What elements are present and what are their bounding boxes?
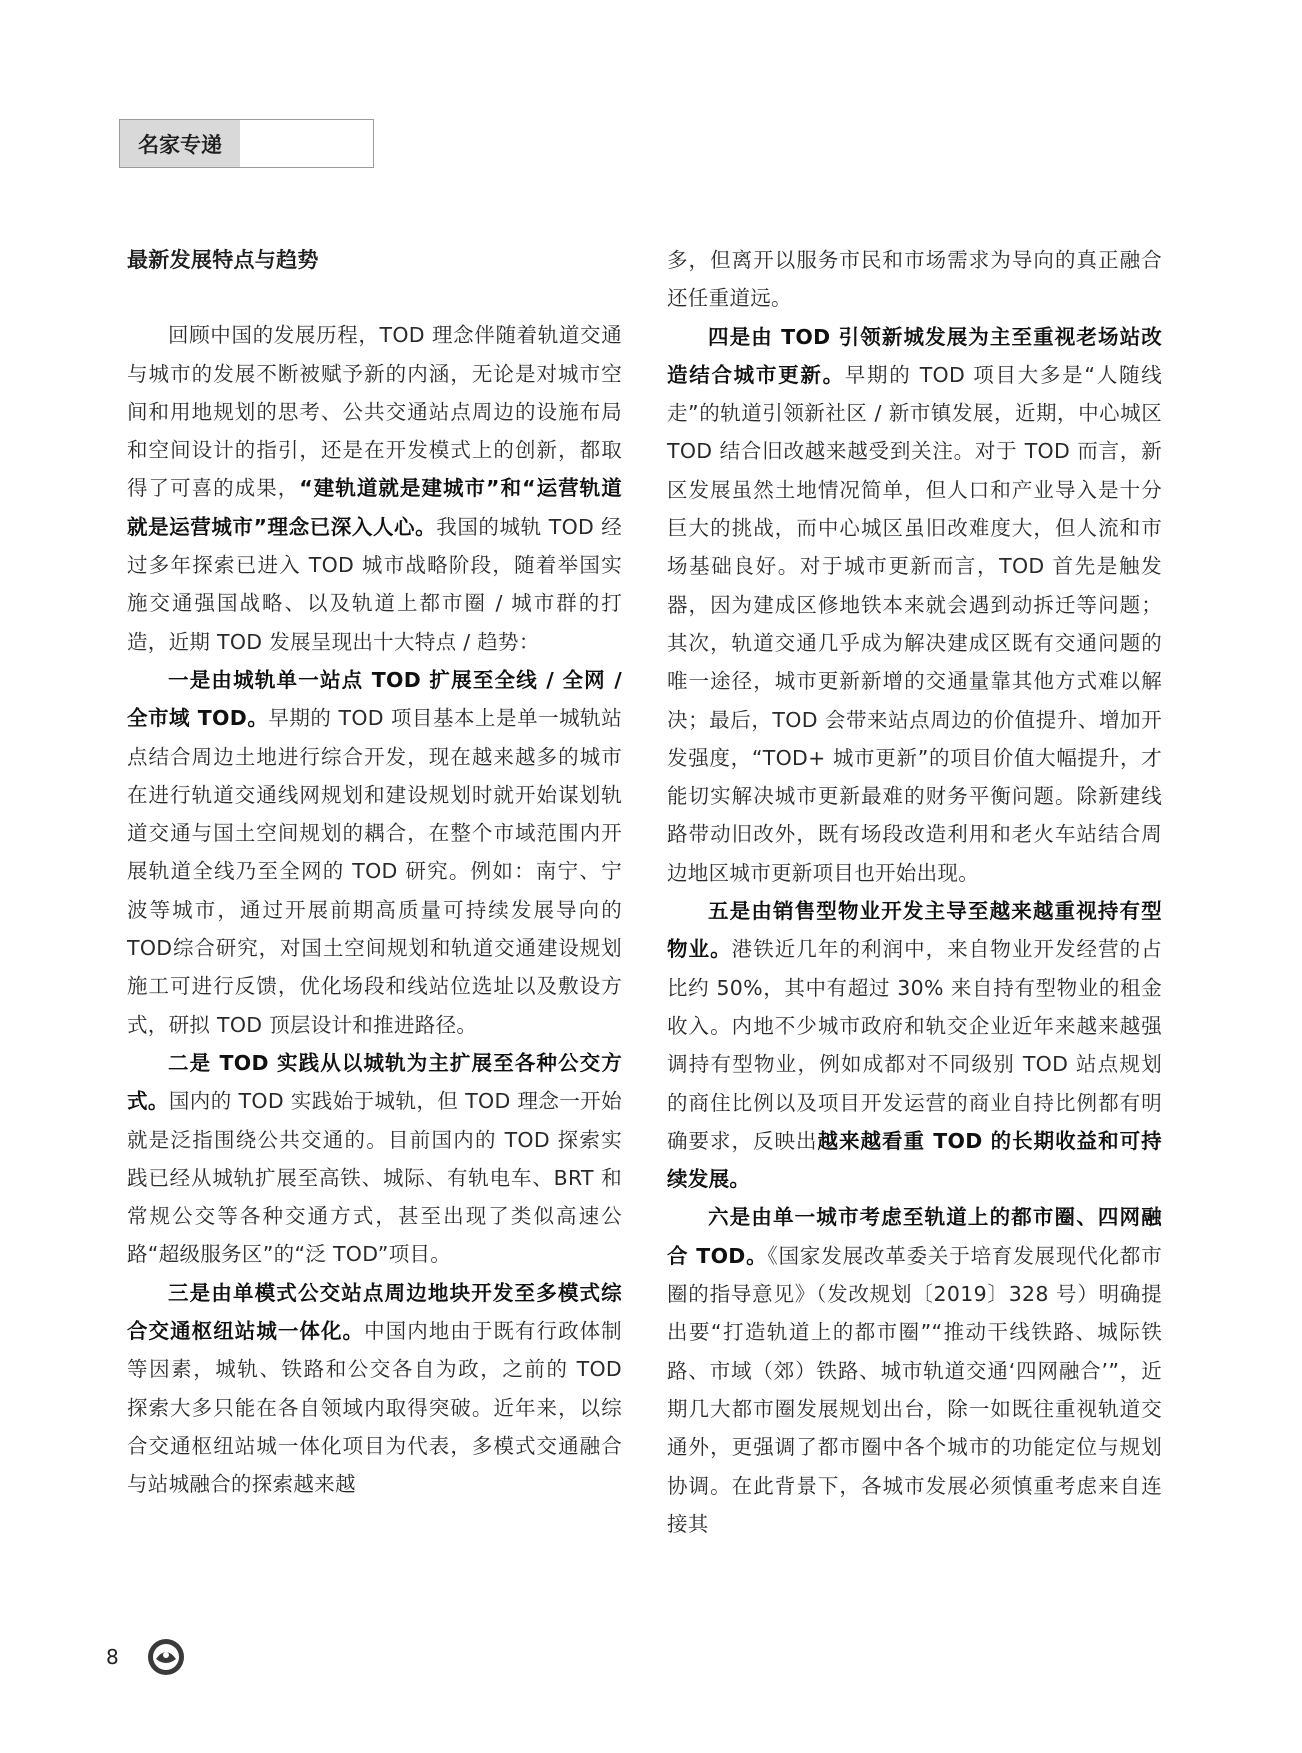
- right-column: [667, 241, 1162, 1543]
- paragraph-trend-6: 六是由单一城市考虑至轨道上的都市圈、四网融合 TOD。《国家发展改革委关于培育发展现代化都市圈的指导意见》（发改规划〔2019〕328 号）明确提出要“打造轨道上的都市圈”“推动干线铁路、城际铁路、市域（郊）铁路、城市轨道交通‘四网融合’”，近期几大都市圈发展规划出台，除一如既往重视轨道交通外，更强调了都市圈中各个城市的功能定位与规划协调。在此背景下，各城市发展必须慎重考虑来自连接其: [667, 1205, 1162, 1536]
- section-heading: 最新发展特点与趋势: [127, 248, 319, 272]
- page-footer: [106, 1637, 186, 1677]
- column-header-box: [119, 119, 374, 168]
- magazine-logo-icon: [146, 1637, 186, 1677]
- paragraph-trend-2: 二是 TOD 实践从以城轨为主扩展至各种公交方式。国内的 TOD 实践始于城轨，但 TOD 理念一开始就是泛指围绕公共交通的。目前国内的 TOD 探索实践已经从城轨扩展至高铁、城际、有轨电车、BRT 和常规公交等各种交通方式，甚至出现了类似高速公路“超级服务区”的“泛 TOD”项目。: [127, 1050, 622, 1267]
- left-column: [127, 241, 622, 1504]
- paragraph-trend-1: 一是由城轨单一站点 TOD 扩展至全线 / 全网 / 全市域 TOD。早期的 TOD 项目基本上是单一城轨站点结合周边土地进行综合开发，现在越来越多的城市在进行轨道交通线网规划和建设规划时就开始谋划轨道交通与国土空间规划的耦合，在整个市域范围内开展轨道全线乃至全网的 TOD 研究。例如：南宁、宁波等城市，通过开展前期高质量可持续发展导向的TOD综合研究，对国土空间规划和轨道交通建设规划施工可进行反馈，优化场段和线站位选址以及敷设方式，研拟 TOD 顶层设计和推进路径。: [127, 667, 622, 1037]
- paragraph-trend-3: 三是由单模式公交站点周边地块开发至多模式综合交通枢纽站城一体化。中国内地由于既有行政体制等因素，城轨、铁路和公交各自为政，之前的 TOD 探索大多只能在各自领域内取得突破。近年来，以综合交通枢纽站城一体化项目为代表，多模式交通融合与站城融合的探索越来越: [127, 1280, 622, 1497]
- paragraph-trend-5: 五是由销售型物业开发主导至越来越重视持有型物业。港铁近几年的利润中，来自物业开发经营的占比约 50%，其中有超过 30% 来自持有型物业的租金收入。内地不少城市政府和轨交企业近年来越来越强调持有型物业，例如成都对不同级别 TOD 站点规划的商住比例以及项目开发运营的商业自持比例都有明确要求，反映出越来越看重 TOD 的长期收益和可持续发展。: [667, 899, 1163, 1192]
- paragraph-trend-4: 四是由 TOD 引领新城发展为主至重视老场站改造结合城市更新。早期的 TOD 项目大多是“人随线走”的轨道引领新社区 / 新市镇发展，近期，中心城区 TOD 结合旧改越来越受到关注。对于 TOD 而言，新区发展虽然土地情况简单，但人口和产业导入是十分巨大的挑战，而中心城区虽旧改难度大，但人流和市场基础良好。对于城市更新而言，TOD 首先是触发器，因为建成区修地铁本来就会遇到动拆迁等问题；其次，轨道交通几乎成为解决建成区既有交通问题的唯一途径，城市更新新增的交通量靠其他方式难以解决；最后，TOD 会带来站点周边的价值提升、增加开发强度，“TOD+ 城市更新”的项目价值大幅提升，才能切实解决城市更新最难的财务平衡问题。除新建线路带动旧改外，既有场段改造利用和老火车站结合周边地区城市更新项目也开始出现。: [667, 324, 1162, 885]
- paragraph-intro: 回顾中国的发展历程，TOD 理念伴随着轨道交通与城市的发展不断被赋予新的内涵，无论是对城市空间和用地规划的思考、公共交通站点周边的设施布局和空间设计的指引，还是在开发模式上的创新，都取得了可喜的成果，“建轨道就是建城市”和“运营轨道就是运营城市”理念已深入人心。我国的城轨 TOD 经过多年探索已进入 TOD 城市战略阶段，随着举国实施交通强国战略、以及轨道上都市圈 / 城市群的打造，近期 TOD 发展呈现出十大特点 / 趋势：: [127, 323, 623, 654]
- paragraph-continuation: 多，但离开以服务市民和市场需求为导向的真正融合还任重道远。: [667, 248, 1162, 311]
- column-label: 名家专递: [120, 120, 240, 167]
- page-number: 8: [106, 1645, 119, 1669]
